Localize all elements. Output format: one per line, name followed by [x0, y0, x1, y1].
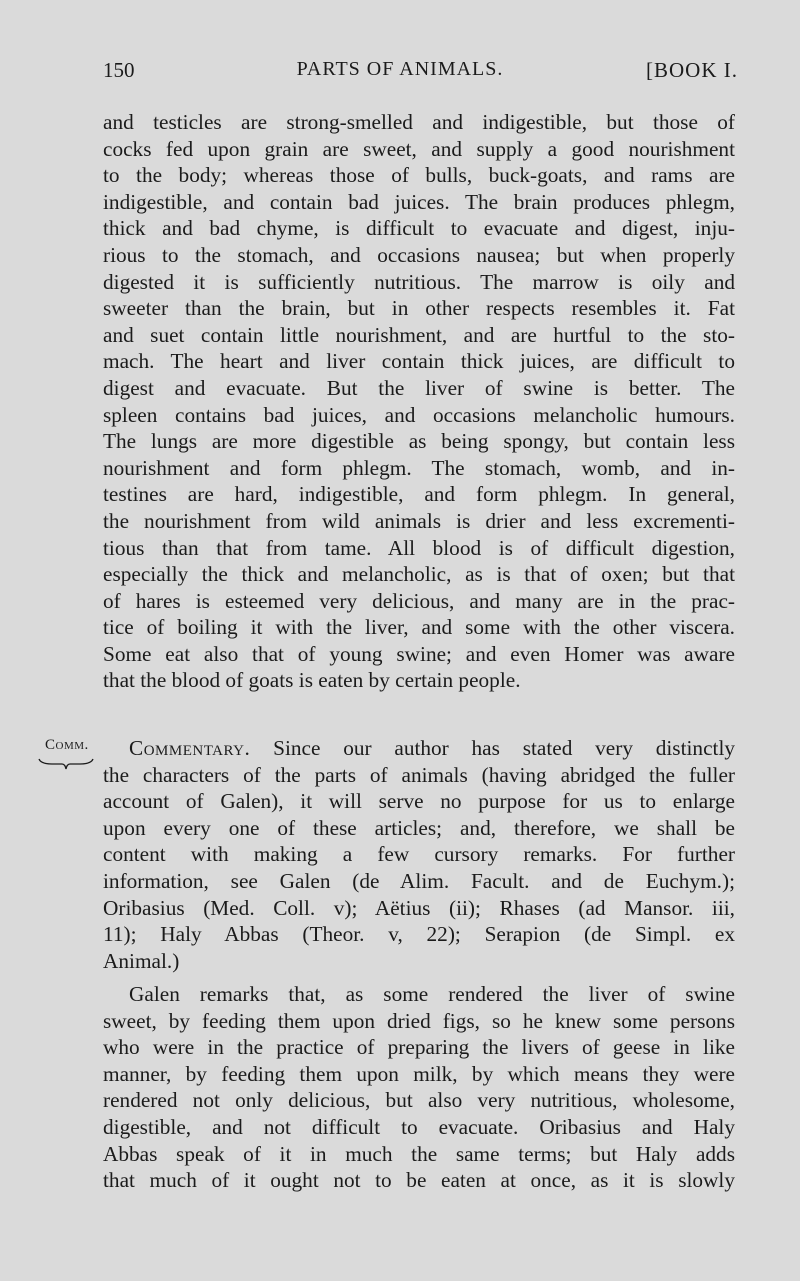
text-line: tice of boiling it with the liver, and some with the other viscera. [103, 615, 735, 640]
text-line: digestible, and not difficult to evacuate. Oribasius and Haly [103, 1114, 735, 1139]
page-number: 150 [103, 58, 135, 82]
text-line: to the body; whereas those of bulls, buck-goats, and rams are [103, 163, 735, 188]
text-line: sweeter than the brain, but in other respects resembles it. Fat [103, 296, 735, 321]
text-line: thick and bad chyme, is difficult to evacuate and digest, inju- [103, 216, 735, 241]
text-line: of hares is esteemed very delicious, and many are in the prac- [103, 588, 735, 613]
text-line: that the blood of goats is eaten by certain people. [103, 668, 521, 693]
text-line: the characters of the parts of animals (having abridged the fuller [103, 762, 735, 787]
text-line: and suet contain little nourishment, and are hurtful to the sto- [103, 322, 735, 347]
text-line: upon every one of these articles; and, therefore, we shall be [103, 815, 735, 840]
text-line: that much of it ought not to be eaten at once, as it is slowly [103, 1168, 735, 1193]
margin-brace [38, 757, 94, 771]
text-line: content with making a few cursory remarks. For further [103, 842, 735, 867]
text-line: rendered not only delicious, but also very nutritious, wholesome, [103, 1088, 735, 1113]
text-line: Animal.) [103, 948, 180, 973]
text-line: sweet, by feeding them upon dried figs, so he knew some persons [103, 1008, 735, 1033]
text-line: Oribasius (Med. Coll. v); Aëtius (ii); Rhases (ad Mansor. iii, [103, 895, 735, 920]
text-line: rious to the stomach, and occasions nausea; but when properly [103, 242, 735, 267]
text-line: nourishment and form phlegm. The stomach, womb, and in- [103, 455, 735, 480]
text-line: cocks fed upon grain are sweet, and supply a good nourishment [103, 136, 735, 161]
galen-paragraph [103, 981, 735, 1194]
text-line: Abbas speak of it in much the same terms; but Haly adds [103, 1141, 735, 1166]
commentary-paragraph [103, 735, 735, 974]
text-line: 11); Haly Abbas (Theor. v, 22); Serapion (de Simpl. ex [103, 922, 735, 947]
text-line: manner, by feeding them upon milk, by which means they were [103, 1061, 735, 1086]
text-line: Galen remarks that, as some rendered the liver of swine [129, 982, 735, 1006]
text-line: digested it is sufficiently nutritious. The marrow is oily and [103, 269, 735, 294]
commentary-first-line [103, 735, 735, 762]
page-header [0, 58, 800, 88]
margin-note-commentary: Comm. [45, 737, 89, 753]
text-line: and testicles are strong-smelled and indigestible, but those of [103, 110, 735, 134]
text-line: spleen contains bad juices, and occasions melancholic humours. [103, 402, 735, 427]
text-line: especially the thick and melancholic, as is that of oxen; but that [103, 562, 735, 587]
text-line: information, see Galen (de Alim. Facult. and de Euchym.); [103, 868, 735, 893]
text-line: the nourishment from wild animals is drier and less excrementi- [103, 508, 735, 533]
main-text-paragraph [103, 109, 735, 694]
text-line: The lungs are more digestible as being spongy, but contain less [103, 429, 735, 454]
text-line: indigestible, and contain bad juices. The brain produces phlegm, [103, 189, 735, 214]
text-fragment: Since our author has stated very distinctly [273, 736, 735, 760]
text-line: who were in the practice of preparing the livers of geese in like [103, 1035, 735, 1060]
text-line: account of Galen), it will serve no purpose for us to enlarge [103, 789, 735, 814]
commentary-heading: Commentary. [129, 736, 251, 760]
text-line: mach. The heart and liver contain thick juices, are difficult to [103, 349, 735, 374]
book-reference: [BOOK I. [646, 58, 738, 82]
text-line: Some eat also that of young swine; and even Homer was aware [103, 641, 735, 666]
text-line: tious than that from tame. All blood is of difficult digestion, [103, 535, 735, 560]
text-line: digest and evacuate. But the liver of swine is better. The [103, 375, 735, 400]
text-line: testines are hard, indigestible, and form phlegm. In general, [103, 482, 735, 507]
running-title: PARTS OF ANIMALS. [296, 58, 504, 80]
